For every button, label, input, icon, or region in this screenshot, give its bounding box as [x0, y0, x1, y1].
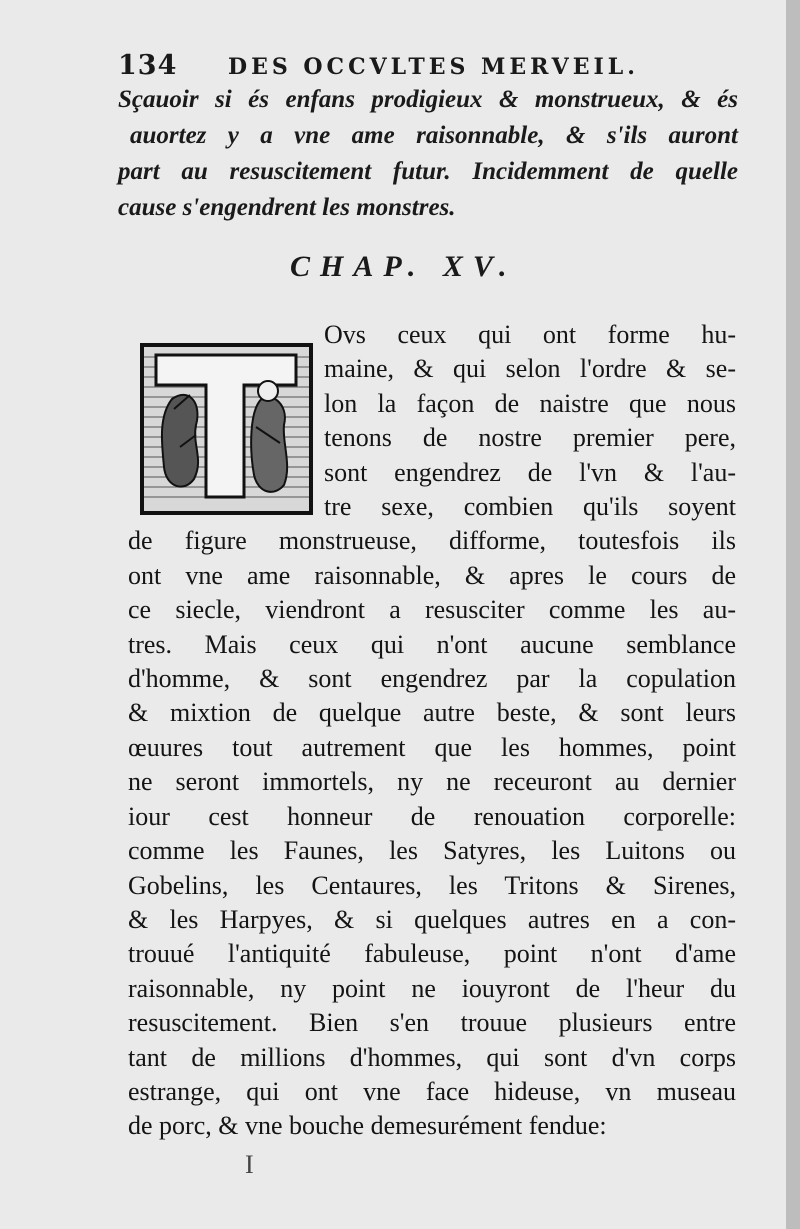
subject-line: part au resuscitement futur. Incidemment de quelle — [118, 158, 738, 185]
page-number: 134 — [118, 50, 178, 81]
body-line: estrange, qui ont vne face hideuse, vn museau — [128, 1076, 736, 1106]
page-edge — [786, 0, 800, 1229]
body-line: sont engendrez de l'vn & l'au- — [324, 457, 736, 487]
body-line: raisonnable, ny point ne iouyront de l'heur du — [128, 973, 736, 1003]
body-line: de figure monstrueuse, difforme, toutesfois ils — [128, 526, 736, 556]
body-line: d'homme, & sont engendrez par la copulation — [128, 664, 736, 694]
body-line: & mixtion de quelque autre beste, & sont leurs — [128, 698, 736, 728]
body-line: lon la façon de naistre que nous — [324, 388, 736, 418]
body-line: ont vne ame raisonnable, & apres le cours de — [128, 560, 736, 590]
body-line: œuures tout autrement que les hommes, point — [128, 732, 736, 762]
body-line: tres. Mais ceux qui n'ont aucune semblance — [128, 629, 736, 659]
catchword: I — [245, 1150, 254, 1179]
body-line: tre sexe, combien qu'ils soyent — [324, 492, 736, 522]
body-line: Ovs ceux qui ont forme hu- — [324, 320, 736, 349]
body-line: ce siecle, viendront a resusciter comme les au- — [128, 595, 736, 625]
body-line: resuscitement. Bien s'en trouue plusieurs entre — [128, 1008, 736, 1038]
chapter-body — [128, 318, 736, 1144]
subject-line: cause s'engendrent les monstres. — [118, 194, 456, 221]
subject-line: auortez y a vne ame raisonnable, & s'ils auront — [130, 122, 738, 149]
body-line: tant de millions d'hommes, qui sont d'vn corps — [128, 1042, 736, 1072]
subject-line: Sçauoir si és enfans prodigieux & monstrueux, & és — [118, 86, 738, 113]
body-line: iour cest honneur de renouation corporelle: — [128, 801, 736, 831]
body-line: ne seront immortels, ny ne receuront au dernier — [128, 767, 736, 797]
body-line: Gobelins, les Centaures, les Tritons & Sirenes, — [128, 870, 736, 900]
body-line: comme les Faunes, les Satyres, les Luitons ou — [128, 836, 736, 866]
body-line: de porc, & vne bouche demesurément fendue: — [128, 1111, 607, 1141]
running-title: DES OCCVLTES MERVEIL. — [228, 54, 639, 80]
body-line: trouué l'antiquité fabuleuse, point n'ont d'ame — [128, 939, 736, 969]
chapter-heading: CHAP. XV. — [290, 250, 517, 283]
body-line: & les Harpyes, & si quelques autres en a con- — [128, 904, 736, 934]
chapter-subject — [118, 82, 738, 226]
body-line: tenons de nostre premier pere, — [324, 423, 736, 453]
body-line: maine, & qui selon l'ordre & se- — [324, 354, 736, 384]
